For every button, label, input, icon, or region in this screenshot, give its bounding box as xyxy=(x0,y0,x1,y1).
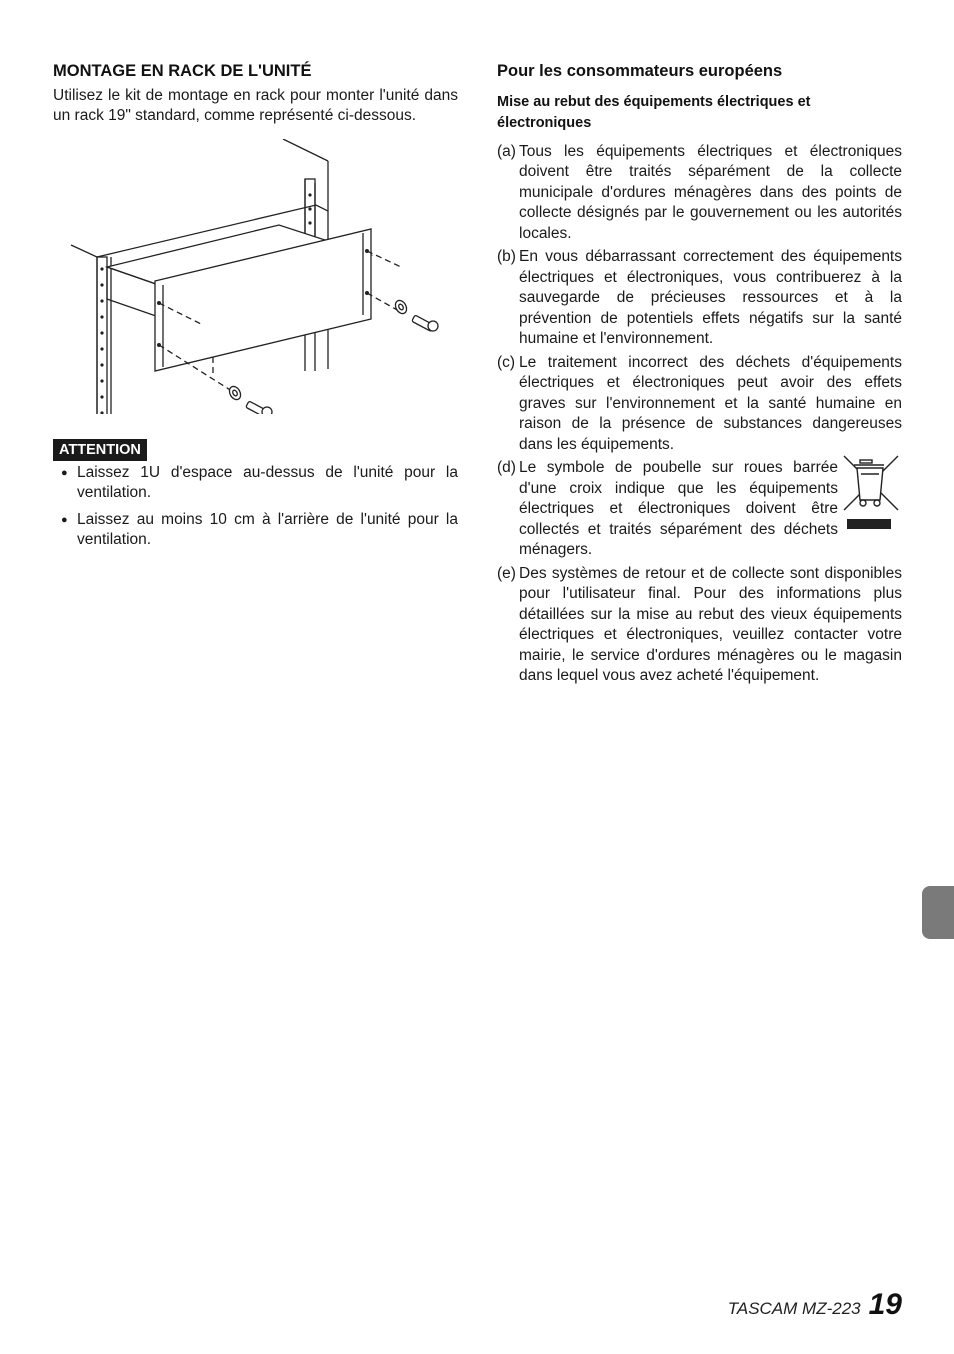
bullet-icon: ● xyxy=(61,513,68,526)
list-item: (d) Le symbole de poubelle sur roues barrée d'une croix indique que les équipements électriques et électroniques doivent être collectés et traités séparément des déchets ménagers. xyxy=(497,458,902,561)
list-item: (e) Des systèmes de retour et de collecte sont disponibles pour l'utilisateur final. Pour des informations plus détaillées sur la mise au rebut des vieux équipements électriques et électroniques, veuillez contacter votre mairie, le service d'ordures ménagères ou le magasin dans lequel vous avez acheté l'équipement. xyxy=(497,564,902,685)
attention-list xyxy=(53,463,458,551)
page-number: 19 xyxy=(868,1288,902,1321)
chapter-tab xyxy=(922,886,954,939)
list-item: ● Laissez au moins 10 cm à l'arrière de l'unité pour la ventilation. xyxy=(61,510,458,549)
right-column xyxy=(497,62,902,690)
disposal-subheading: Mise au rebut des équipements électriques et électroniques xyxy=(497,93,811,131)
bullet-icon: ● xyxy=(61,466,68,479)
brand-model: TASCAM MZ-223 xyxy=(727,1299,861,1318)
rack-mount-illustration xyxy=(53,139,458,414)
attention-label: ATTENTION xyxy=(53,439,147,461)
eu-consumers-heading: Pour les consommateurs européens xyxy=(497,62,783,80)
rack-mount-intro: Utilisez le kit de montage en rack pour monter l'unité dans un rack 19" standard, comme représenté ci-dessous. xyxy=(53,86,458,125)
list-item: (b) En vous débarrassant correctement des équipements électriques et électroniques, vous contribuerez à la sauvegarde de précieuses ressources et à la prévention de potentiels effets négatifs sur la santé humaine et l'environnement. xyxy=(497,248,902,348)
list-item: (a) Tous les équipements électriques et électroniques doivent être traités séparément de la collecte municipale d'ordures ménagères dans des points de collecte désignés par le gouvernement ou les autorités locales. xyxy=(497,142,902,242)
list-item: ● Laissez 1U d'espace au-dessus de l'unité pour la ventilation. xyxy=(61,463,458,502)
crossed-out-wheelie-bin-icon xyxy=(840,452,902,534)
list-item: (c) Le traitement incorrect des déchets d'équipements électriques et électroniques peut avoir des effets graves sur l'environnement et la santé humaine en raison de la présence de substances dangereuses dans les équipements. xyxy=(497,353,902,453)
rack-mount-heading: MONTAGE EN RACK DE L'UNITÉ xyxy=(53,62,312,80)
left-column xyxy=(53,62,458,557)
page-footer xyxy=(728,1288,902,1322)
